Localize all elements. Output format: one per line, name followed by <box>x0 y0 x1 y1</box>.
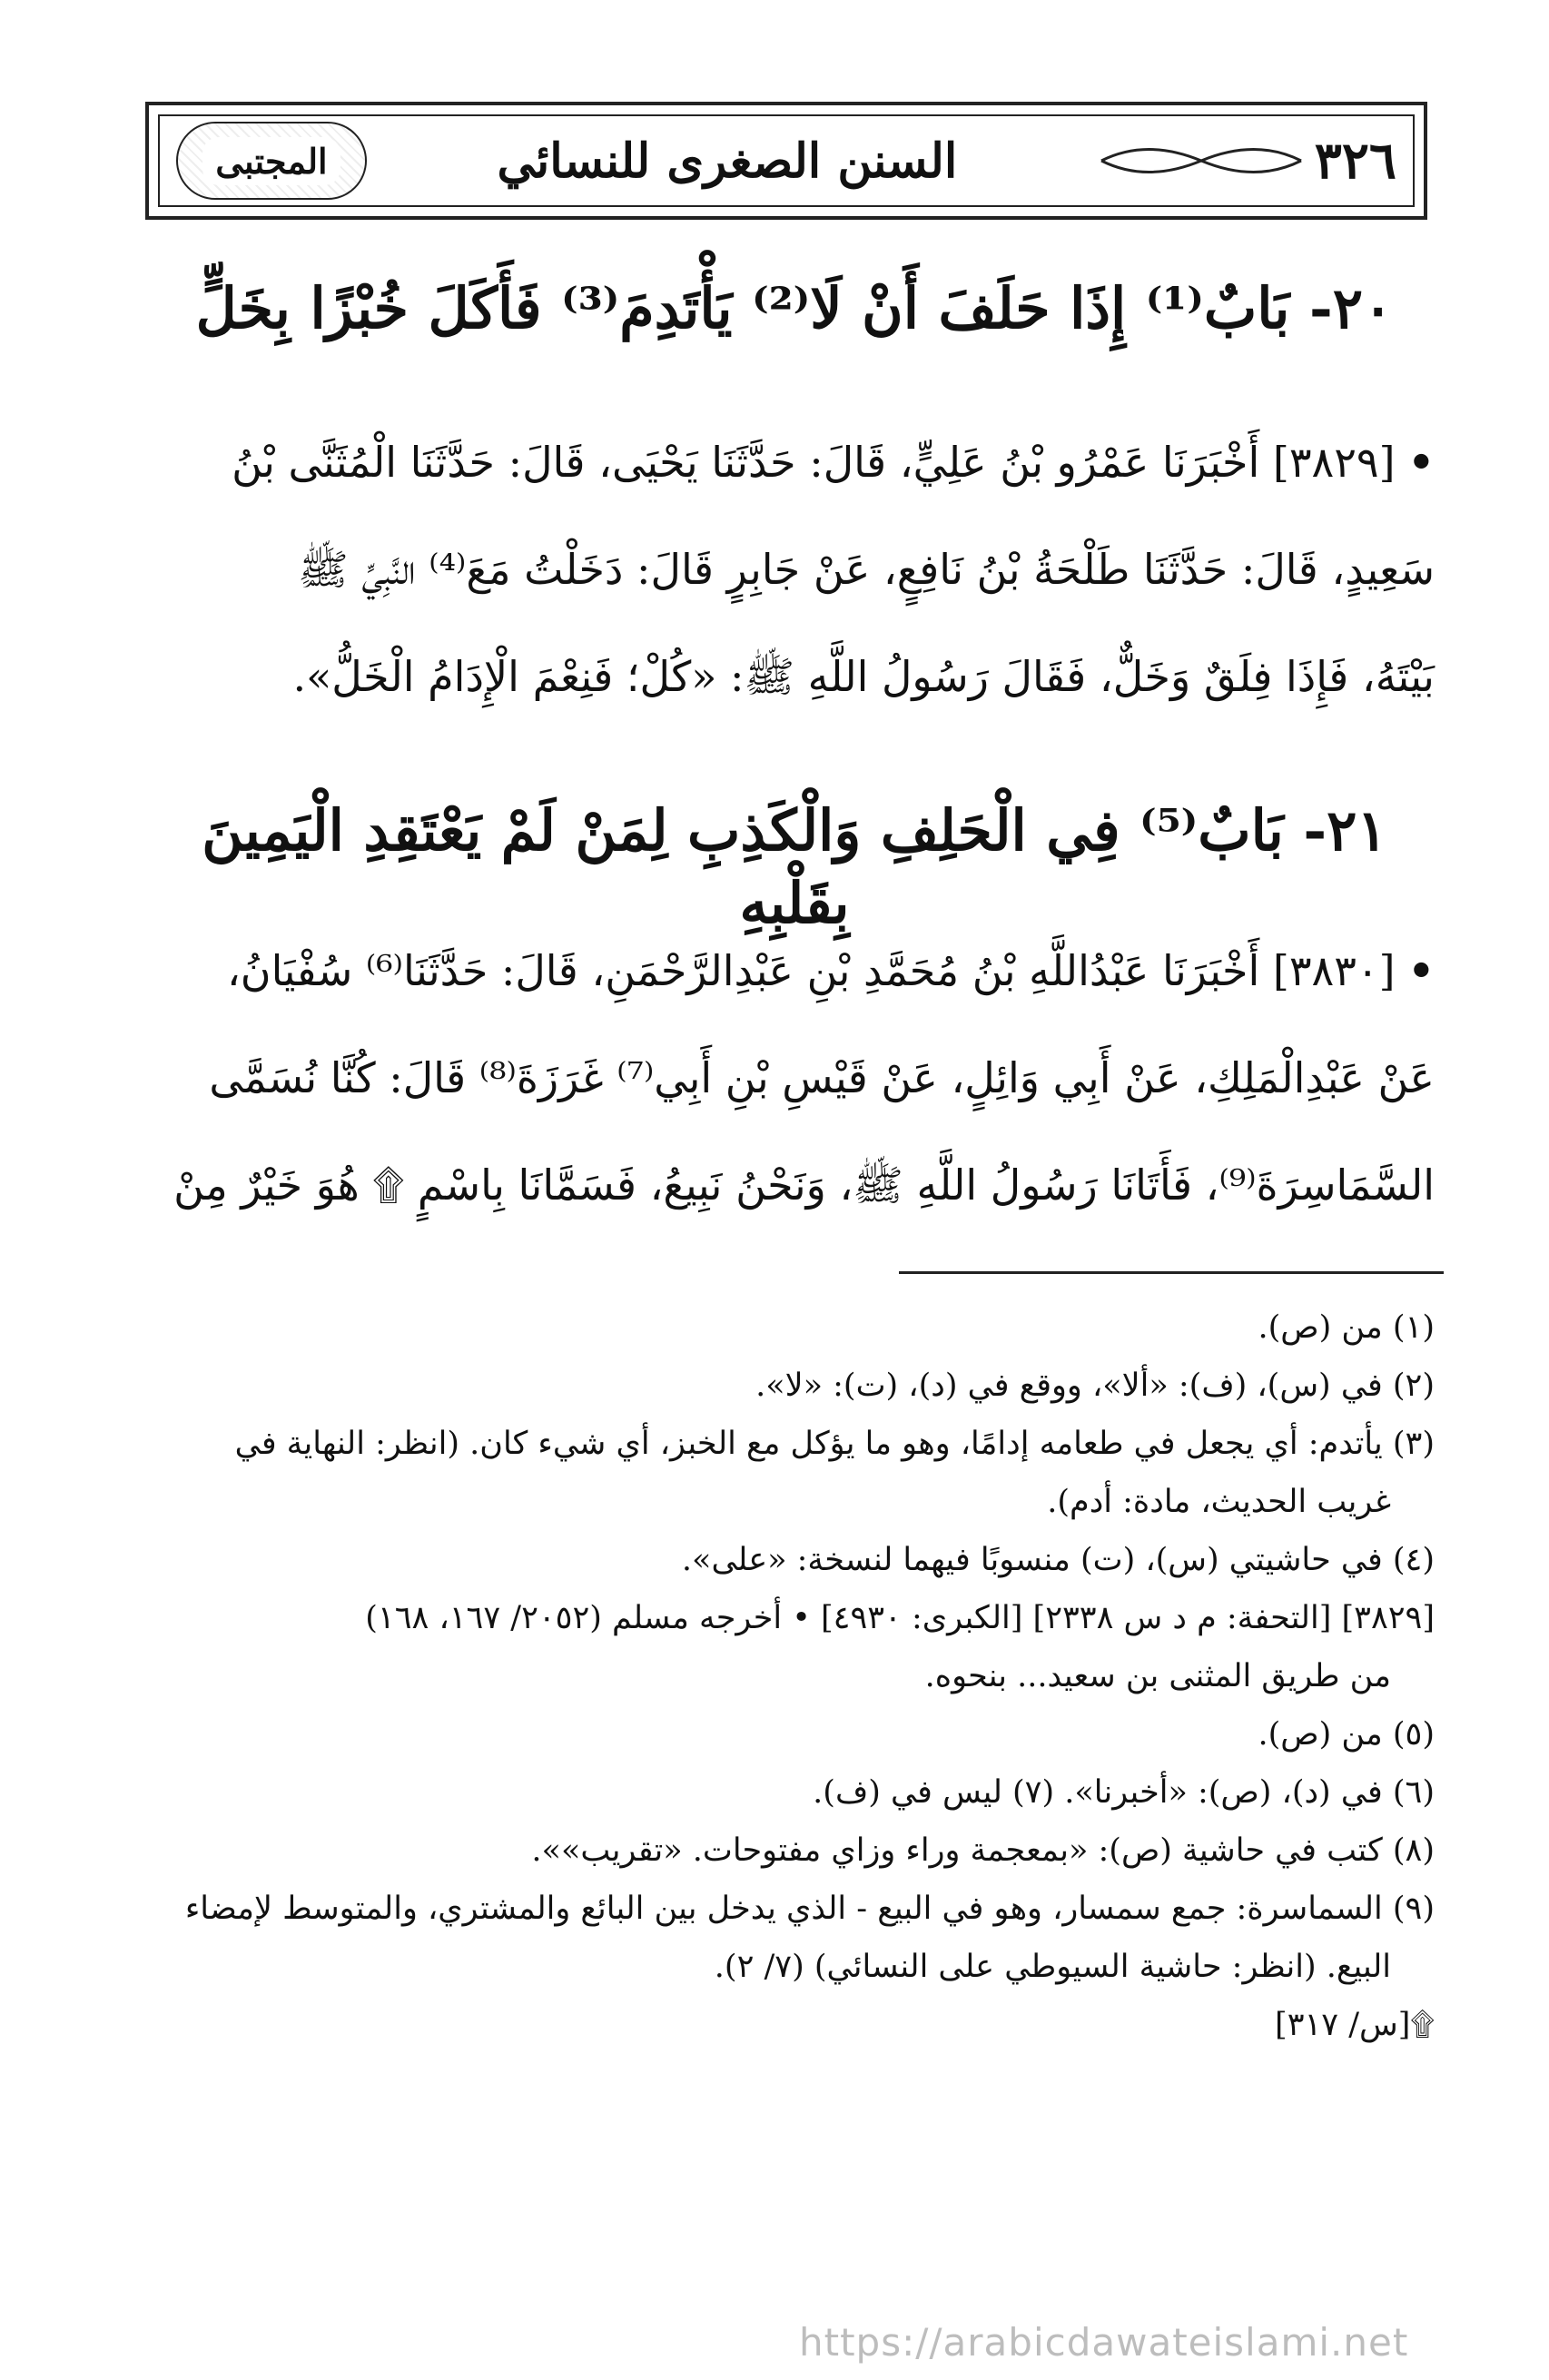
footnote-8: (٨) كتب في حاشية (ص): «بمعجمة وراء وزاي مفتوحات. «تقريب»». <box>531 1832 1435 1869</box>
page-number: ٣٢٦ <box>1314 131 1396 191</box>
footnote-3-continued: غريب الحديث، مادة: أدم). <box>1047 1484 1391 1520</box>
badge-label: المجتبى <box>202 137 340 185</box>
hadith-line: السَّمَاسِرَةَ⁽⁹⁾، فَأَتَانَا رَسُولُ اللَّهِ ﷺ، وَنَحْنُ نَبِيعُ، فَسَمَّانَا بِاسْمٍ ۩ هُوَ خَيْرٌ مِنْ <box>173 1160 1435 1210</box>
page-reference: ۩[س/ ٣١٧] <box>1275 2007 1435 2043</box>
hadith-3830 <box>154 917 1435 1239</box>
footnote-6-7: (٦) في (د)، (ص): «أخبرنا». (٧) ليس في (ف). <box>813 1774 1435 1811</box>
hadith-line: عَنْ عَبْدِالْمَلِكِ، عَنْ أَبِي وَائِلٍ، عَنْ قَيْسِ بْنِ أَبِي⁽⁷⁾ غَرَزَةَ⁽⁸⁾ قَالَ: كُنَّا نُسَمَّى <box>209 1053 1435 1102</box>
bullet-icon: • <box>1407 946 1435 995</box>
footnote-9: (٩) السماسرة: جمع سمسار، وهو في البيع - الذي يدخل بين البائع والمشتري، والمتوسط لإمضاء <box>184 1891 1435 1927</box>
footnote-2: (٢) في (س)، (ف): «ألا»، ووقع في (د)، (ت): «لا». <box>755 1368 1435 1404</box>
takhrij-3829-continued: من طريق المثنى بن سعيد... بنحوه. <box>924 1658 1391 1694</box>
hadith-line: سَعِيدٍ، قَالَ: حَدَّثَنَا طَلْحَةُ بْنُ نَافِعٍ، عَنْ جَابِرٍ قَالَ: دَخَلْتُ مَعَ⁽⁴⁾ النَّبِيِّ ﷺ <box>298 545 1435 594</box>
hadith-3829 <box>154 409 1435 730</box>
chapter-heading-20: ٢٠- بَابٌ⁽¹⁾ إِذَا حَلَفَ أَنْ لَا⁽²⁾ يَأْتَدِمَ⁽³⁾ فَأَكَلَ خُبْزًا بِخَلٍّ <box>195 275 1394 341</box>
takhrij-3829: [٣٨٢٩] [التحفة: م د س ٢٣٣٨] [الكبرى: ٤٩٣٠] • أخرجه مسلم (٢٠٥٢/ ١٦٧، ١٦٨) <box>365 1600 1435 1636</box>
footnote-5: (٥) من (ص). <box>1258 1716 1435 1753</box>
footnotes <box>154 1299 1435 2054</box>
header-frame <box>158 114 1415 207</box>
footnote-1: (١) من (ص). <box>1258 1309 1435 1346</box>
page-header <box>145 102 1427 220</box>
hadith-line: •[٣٨٢٩] أَخْبَرَنَا عَمْرُو بْنُ عَلِيٍّ، قَالَ: حَدَّثَنَا يَحْيَى، قَالَ: حَدَّثَنَا الْمُثَنَّى بْنُ <box>232 438 1435 487</box>
watermark: https://arabicdawateislami.net <box>799 2320 1409 2365</box>
hadith-line: بَيْتَهُ، فَإِذَا فِلَقٌ وَخَلٌّ، فَقَالَ رَسُولُ اللَّهِ ﷺ: «كُلْ؛ فَنِعْمَ الْإِدَامُ الْخَلُّ». <box>292 652 1435 701</box>
footnote-3: (٣) يأتدم: أي يجعل في طعامه إدامًا، وهو ما يؤكل مع الخبز، أي شيء كان. (انظر: النهاية في <box>234 1426 1435 1462</box>
footnote-4: (٤) في حاشيتي (س)، (ت) منسوبًا فيهما لنسخة: «على». <box>681 1542 1435 1578</box>
hadith-line: •[٣٨٣٠] أَخْبَرَنَا عَبْدُاللَّهِ بْنُ مُحَمَّدِ بْنِ عَبْدِالرَّحْمَنِ، قَالَ: حَدَّثَنَا⁽⁶⁾ سُفْيَانُ، <box>226 946 1435 995</box>
running-title: السنن الصغرى للنسائي <box>497 133 958 189</box>
book-badge <box>176 122 367 200</box>
chapter-heading-21: ٢١- بَابٌ⁽⁵⁾ فِي الْحَلِفِ وَالْكَذِبِ لِمَنْ لَمْ يَعْتَقِدِ الْيَمِينَ بِقَلْبِهِ <box>202 797 1387 936</box>
footnote-divider <box>899 1271 1444 1274</box>
bullet-icon: • <box>1407 438 1435 487</box>
ornament-icon <box>1088 133 1315 188</box>
footnote-9-continued: البيع. (انظر: حاشية السيوطي على النسائي) (٧/ ٢). <box>714 1949 1391 1985</box>
